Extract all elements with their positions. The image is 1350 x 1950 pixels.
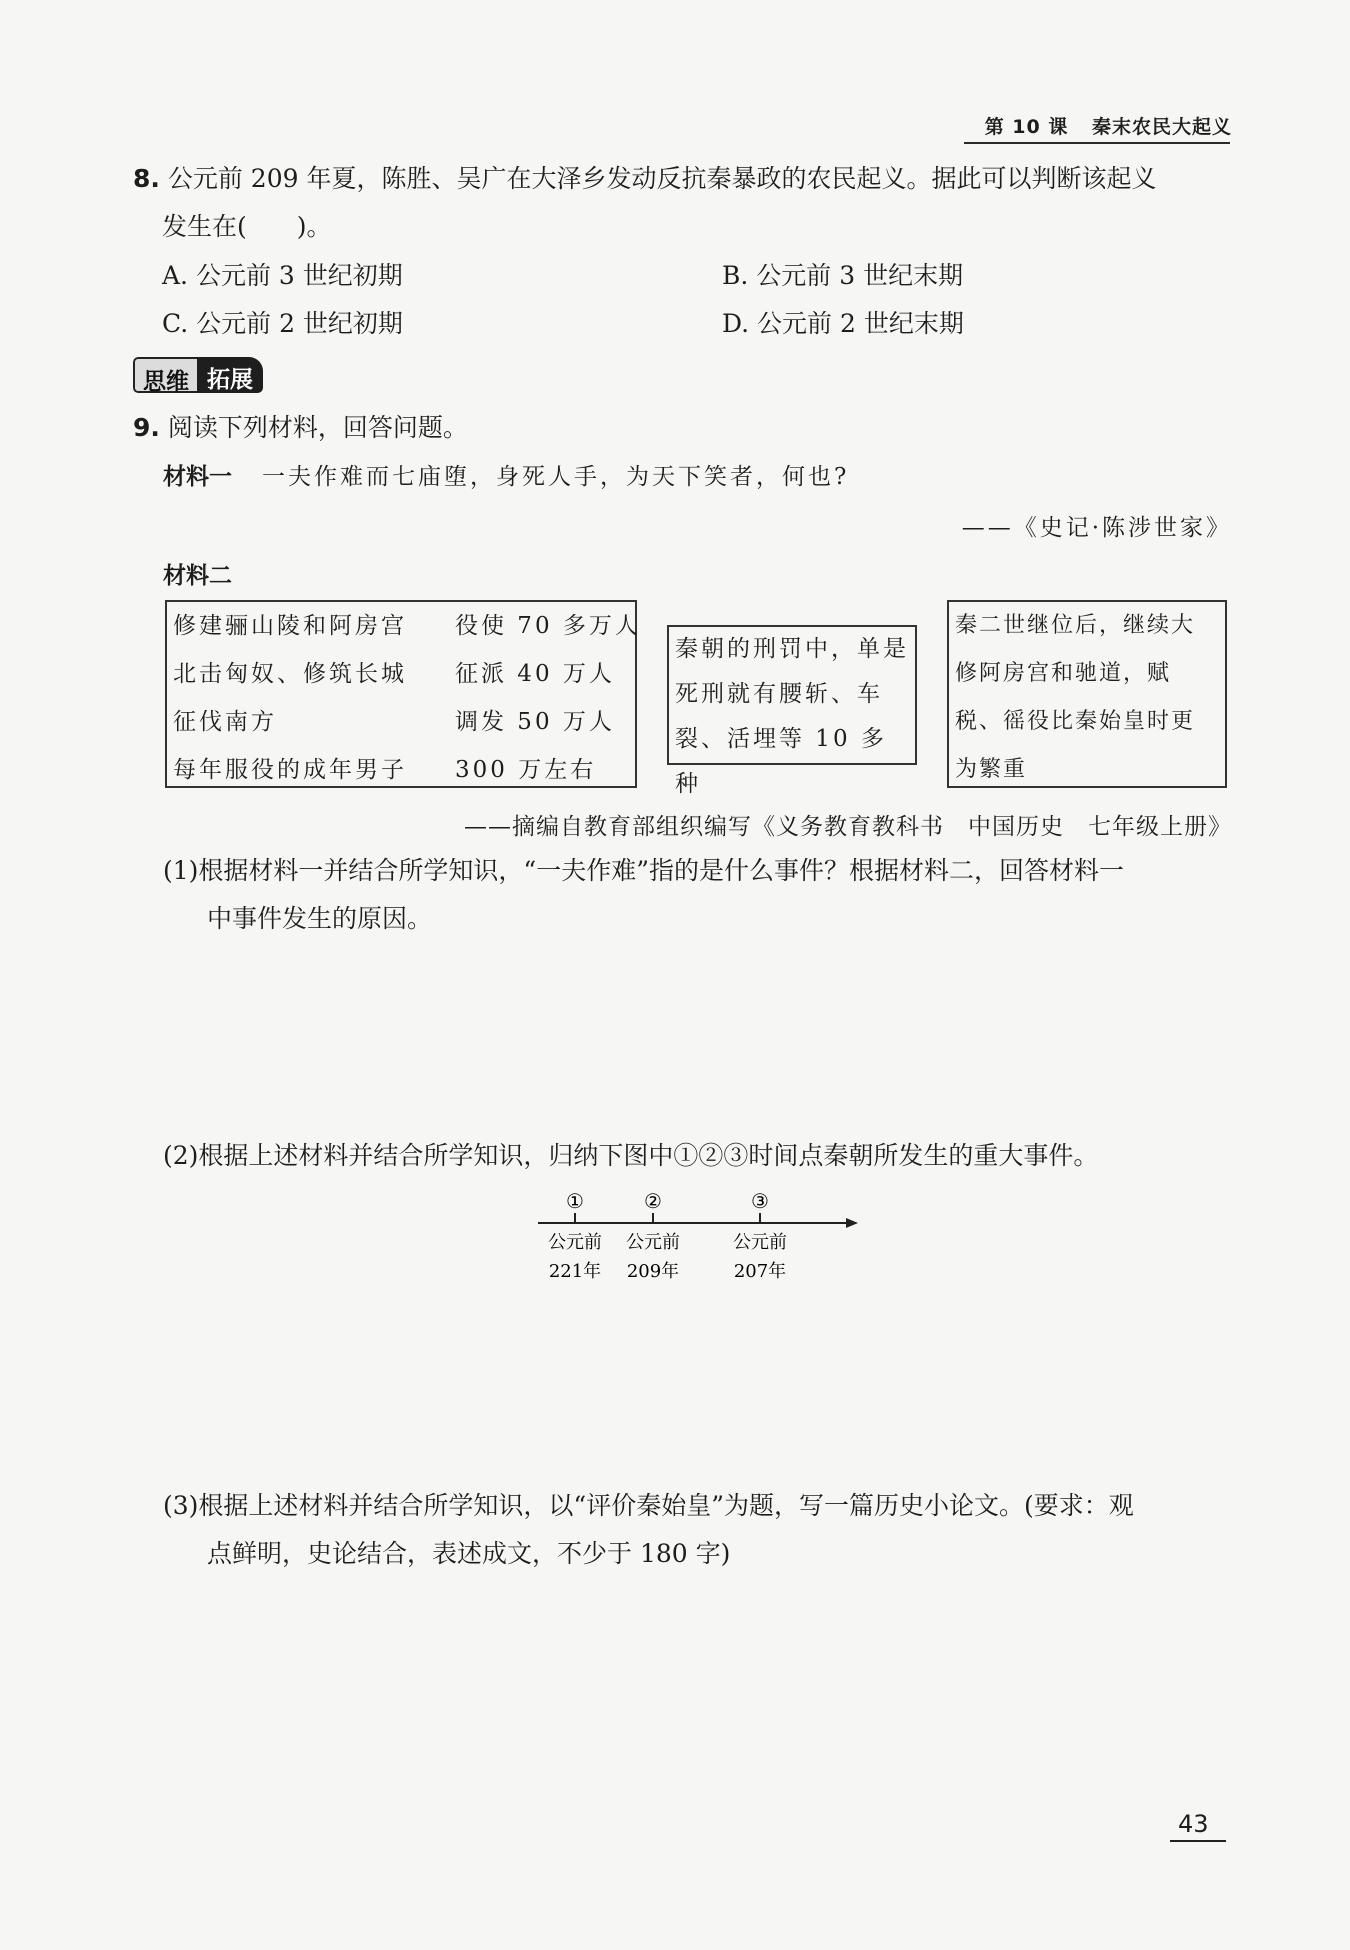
timeline-prefix: 公元前 xyxy=(733,1232,787,1253)
m1-source: ——《史记·陈涉世家》 xyxy=(961,515,1232,541)
table-cell: 役使 70 多万人 xyxy=(455,613,641,639)
timeline-mark: ③ xyxy=(751,1189,769,1213)
q9-stem: 阅读下列材料，回答问题。 xyxy=(167,413,468,442)
page-number-rule xyxy=(1170,1840,1226,1842)
sub3-line2: 点鲜明，史论结合，表述成文，不少于 180 字) xyxy=(207,1539,731,1568)
timeline-figure xyxy=(520,1180,880,1290)
m2-label: 材料二 xyxy=(163,563,232,589)
box3-line: 秦二世继位后，继续大 xyxy=(955,613,1196,638)
timeline-year: 207年 xyxy=(733,1261,787,1282)
table-cell: 调发 50 万人 xyxy=(455,709,615,735)
box3-line: 修阿房宫和驰道，赋 xyxy=(955,661,1172,686)
material-table xyxy=(165,600,641,788)
page-number: 43 xyxy=(1178,1810,1209,1838)
table-cell: 征伐南方 xyxy=(173,709,277,735)
m1-text: 一夫作难而七庙堕，身死人手，为天下笑者，何也? xyxy=(261,464,850,490)
punishment-box xyxy=(667,625,917,797)
table-cell: 每年服役的成年男子 xyxy=(173,757,407,783)
badge-left: 思维 xyxy=(133,357,197,393)
q8-stem-line1 xyxy=(133,164,1156,194)
material-one xyxy=(163,461,849,492)
sub1-line1: (1)根据材料一并结合所学知识，“一夫作难”指的是什么事件？根据材料二，回答材料一 xyxy=(163,856,1124,885)
q9-number: 9. xyxy=(133,413,160,442)
q8-number: 8. xyxy=(133,164,160,193)
timeline-mark: ① xyxy=(566,1189,584,1213)
box3-line: 税、徭役比秦始皇时更 xyxy=(955,709,1196,734)
q8-option-a: A. 公元前 3 世纪初期 xyxy=(162,261,403,290)
timeline-prefix: 公元前 xyxy=(626,1232,680,1253)
sub1-line2: 中事件发生的原因。 xyxy=(207,904,433,933)
timeline-mark: ② xyxy=(644,1189,662,1213)
sub2-line: (2)根据上述材料并结合所学知识，归纳下图中①②③时间点秦朝所发生的重大事件。 xyxy=(163,1141,1099,1170)
table-cell: 300 万左右 xyxy=(455,757,597,783)
box3-line: 为繁重 xyxy=(955,757,1028,782)
qin-ershi-box xyxy=(947,600,1227,788)
timeline-year: 221年 xyxy=(548,1261,602,1282)
q9-stem-line xyxy=(133,413,468,443)
timeline-prefix: 公元前 xyxy=(548,1232,602,1253)
header-rule xyxy=(964,142,1230,144)
timeline-arrow xyxy=(846,1218,858,1228)
lesson-header xyxy=(969,112,1232,139)
table-cell: 北击匈奴、修筑长城 xyxy=(173,661,407,687)
table-cell: 征派 40 万人 xyxy=(455,661,615,687)
box2-line: 裂、活埋等 10 多种 xyxy=(675,726,887,797)
sub3-line1: (3)根据上述材料并结合所学知识，以“评价秦始皇”为题，写一篇历史小论文。(要求：观 xyxy=(163,1491,1134,1520)
q8-option-c: C. 公元前 2 世纪初期 xyxy=(162,309,403,338)
box2-line: 死刑就有腰斩、车 xyxy=(675,681,883,707)
lesson-title: 秦末农民大起义 xyxy=(1091,116,1232,138)
box2-line: 秦朝的刑罚中，单是 xyxy=(675,636,909,662)
q8-option-b: B. 公元前 3 世纪末期 xyxy=(722,261,964,290)
q8-option-d: D. 公元前 2 世纪末期 xyxy=(722,309,964,338)
badge-right: 拓展 xyxy=(197,357,263,393)
m2-source: ——摘编自教育部组织编写《义务教育教科书 中国历史 七年级上册》 xyxy=(464,814,1232,840)
timeline-year: 209年 xyxy=(626,1261,680,1282)
m1-label: 材料一 xyxy=(163,464,232,490)
lesson-number: 第 10 课 xyxy=(984,116,1069,138)
q8-stem1: 公元前 209 年夏，陈胜、吴广在大泽乡发动反抗秦暴政的农民起义。据此可以判断该起义 xyxy=(167,164,1157,193)
section-badge xyxy=(133,357,263,393)
table-cell: 修建骊山陵和阿房宫 xyxy=(173,613,407,639)
q8-stem2: 发生在( )。 xyxy=(162,212,332,241)
